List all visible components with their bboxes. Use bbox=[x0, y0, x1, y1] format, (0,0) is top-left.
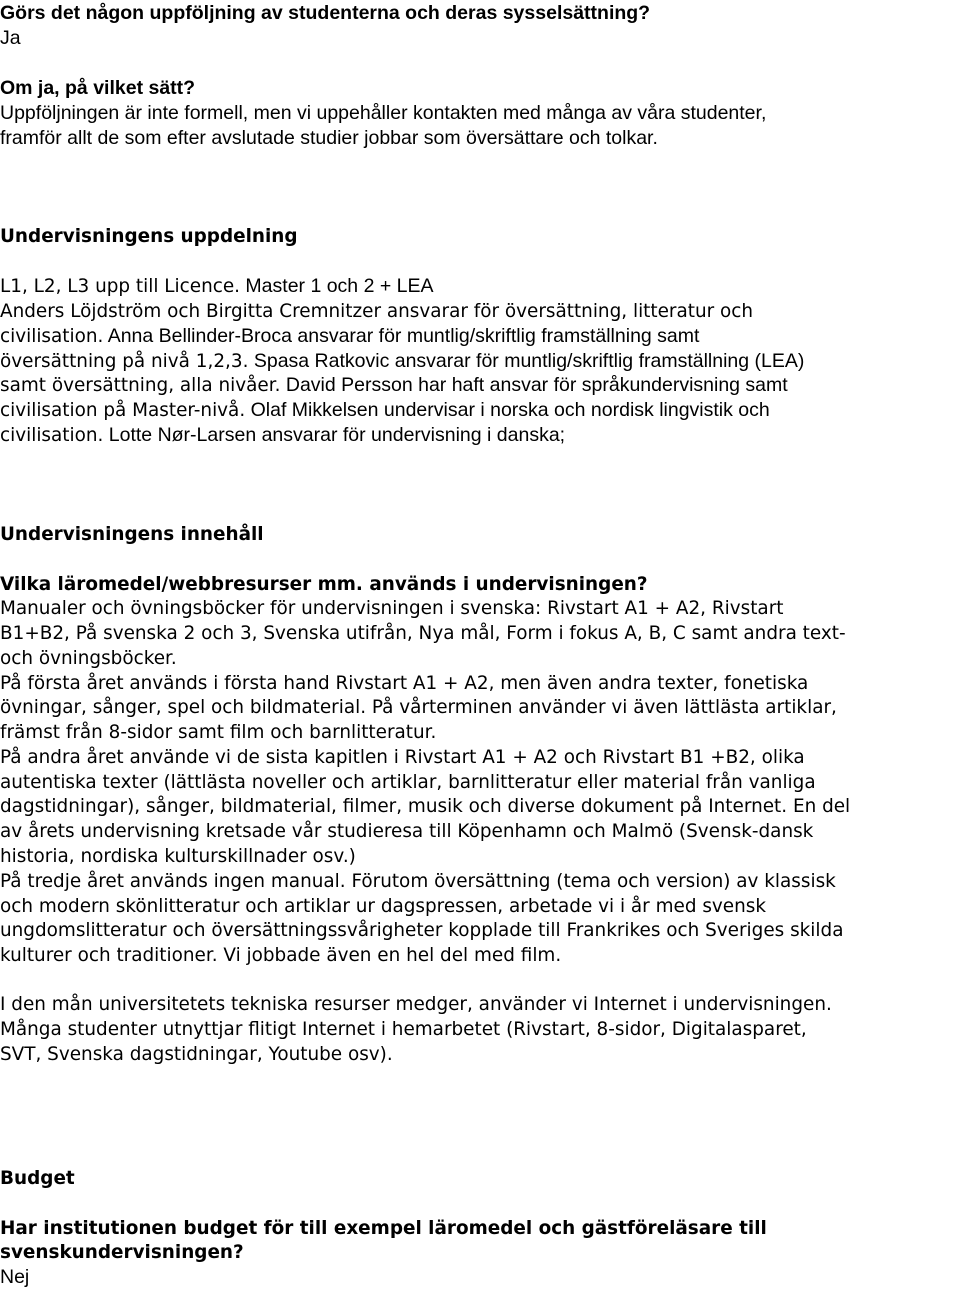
uppdelning-line-1a: L1, L2, L3 upp till Licence. bbox=[0, 276, 241, 297]
innehall-line-6: främst från 8-sidor samt film och barnlitteratur. bbox=[0, 722, 437, 743]
uppdelning-line-7a: civilisation. bbox=[0, 425, 104, 446]
answer-budget: Nej bbox=[0, 1266, 30, 1288]
uppdelning-line-6a: civilisation på Master-nivå. bbox=[0, 400, 246, 421]
uppdelning-line-5a: samt översättning, alla nivåer. bbox=[0, 375, 281, 396]
heading-budget: Budget bbox=[0, 1168, 75, 1189]
innehall-line-5: övningar, sånger, spel och bildmaterial. På vårterminen använder vi även lättlästa artiklar, bbox=[0, 697, 837, 718]
innehall-line-10: av årets undervisning kretsade vår studieresa till Köpenhamn och Malmö (Svensk-dansk bbox=[0, 821, 814, 842]
uppdelning-line-4 bbox=[0, 349, 804, 374]
innehall-line-3: och övningsböcker. bbox=[0, 648, 177, 669]
uppdelning-line-3 bbox=[0, 324, 699, 349]
heading-innehall: Undervisningens innehåll bbox=[0, 524, 264, 545]
uppdelning-line-2: Anders Löjdström och Birgitta Cremnitzer ansvarar för översättning, litteratur och bbox=[0, 301, 754, 322]
innehall-line-4: På första året används i första hand Rivstart A1 + A2, men även andra texter, fonetiska bbox=[0, 673, 809, 694]
innehall-line-16: I den mån universitetets tekniska resurser medger, använder vi Internet i undervisningen. bbox=[0, 994, 832, 1015]
question-how: Om ja, på vilket sätt? bbox=[0, 77, 196, 99]
answer-followup: Ja bbox=[0, 27, 21, 49]
uppdelning-line-5 bbox=[0, 373, 788, 398]
innehall-line-1: Manualer och övningsböcker för undervisningen i svenska: Rivstart A1 + A2, Rivstart bbox=[0, 598, 784, 619]
innehall-line-17: Många studenter utnyttjar flitigt Internet i hemarbetet (Rivstart, 8-sidor, Digitalasparet, bbox=[0, 1019, 807, 1040]
innehall-line-13: och modern skönlitteratur och artiklar ur dagspressen, arbetade vi i år med svensk bbox=[0, 896, 767, 917]
innehall-line-12: På tredje året används ingen manual. Förutom översättning (tema och version) av klassisk bbox=[0, 871, 836, 892]
question-laromedel: Vilka läromedel/webbresurser mm. används i undervisningen? bbox=[0, 574, 648, 595]
uppdelning-line-6b: Olaf Mikkelsen undervisar i norska och nordisk lingvistik och bbox=[245, 399, 770, 421]
uppdelning-line-5b: David Persson har haft ansvar för språkundervisning samt bbox=[280, 374, 788, 396]
innehall-line-8: autentiska texter (lättlästa noveller och artiklar, barnlitteratur eller material från vanliga bbox=[0, 772, 816, 793]
answer-how-line-2: framför allt de som efter avslutade studier jobbar som översättare och tolkar. bbox=[0, 127, 658, 149]
uppdelning-line-3b: Anna Bellinder-Broca ansvarar för muntlig/skriftlig framställning samt bbox=[103, 325, 700, 347]
innehall-line-11: historia, nordiska kulturskillnader osv.) bbox=[0, 846, 356, 867]
innehall-line-2: B1+B2, På svenska 2 och 3, Svenska utifrån, Nya mål, Form i fokus A, B, C samt andra text- bbox=[0, 623, 846, 644]
heading-uppdelning: Undervisningens uppdelning bbox=[0, 226, 298, 247]
innehall-line-7: På andra året använde vi de sista kapitlen i Rivstart A1 + A2 och Rivstart B1 +B2, olika bbox=[0, 747, 805, 768]
question-budget-line-1: Har institutionen budget för till exempel läromedel och gästföreläsare till bbox=[0, 1218, 767, 1239]
uppdelning-line-4a: översättning på nivå 1,2,3. bbox=[0, 351, 249, 372]
uppdelning-line-4b: Spasa Ratkovic ansvarar för muntlig/skriftlig framställning (LEA) bbox=[248, 350, 805, 372]
innehall-line-15: kulturer och traditioner. Vi jobbade även en hel del med film. bbox=[0, 945, 562, 966]
question-followup: Görs det någon uppföljning av studenterna och deras sysselsättning? bbox=[0, 2, 651, 24]
innehall-line-9: dagstidningar), sånger, bildmaterial, filmer, musik och diverse dokument på Internet. En del bbox=[0, 796, 851, 817]
uppdelning-line-1 bbox=[0, 274, 434, 299]
uppdelning-line-7b: Lotte Nør-Larsen ansvarar för undervisning i danska; bbox=[103, 424, 566, 446]
uppdelning-line-3a: civilisation. bbox=[0, 326, 104, 347]
uppdelning-line-1b: Master 1 och 2 + LEA bbox=[240, 275, 434, 297]
innehall-line-18: SVT, Svenska dagstidningar, Youtube osv). bbox=[0, 1044, 393, 1065]
innehall-line-14: ungdomslitteratur och översättningssvårigheter kopplade till Frankrikes och Sveriges skilda bbox=[0, 920, 844, 941]
question-budget-line-2: svenskundervisningen? bbox=[0, 1242, 244, 1263]
uppdelning-line-6 bbox=[0, 398, 770, 423]
uppdelning-line-7 bbox=[0, 423, 565, 448]
answer-how-line-1: Uppföljningen är inte formell, men vi uppehåller kontakten med många av våra studenter, bbox=[0, 102, 767, 124]
